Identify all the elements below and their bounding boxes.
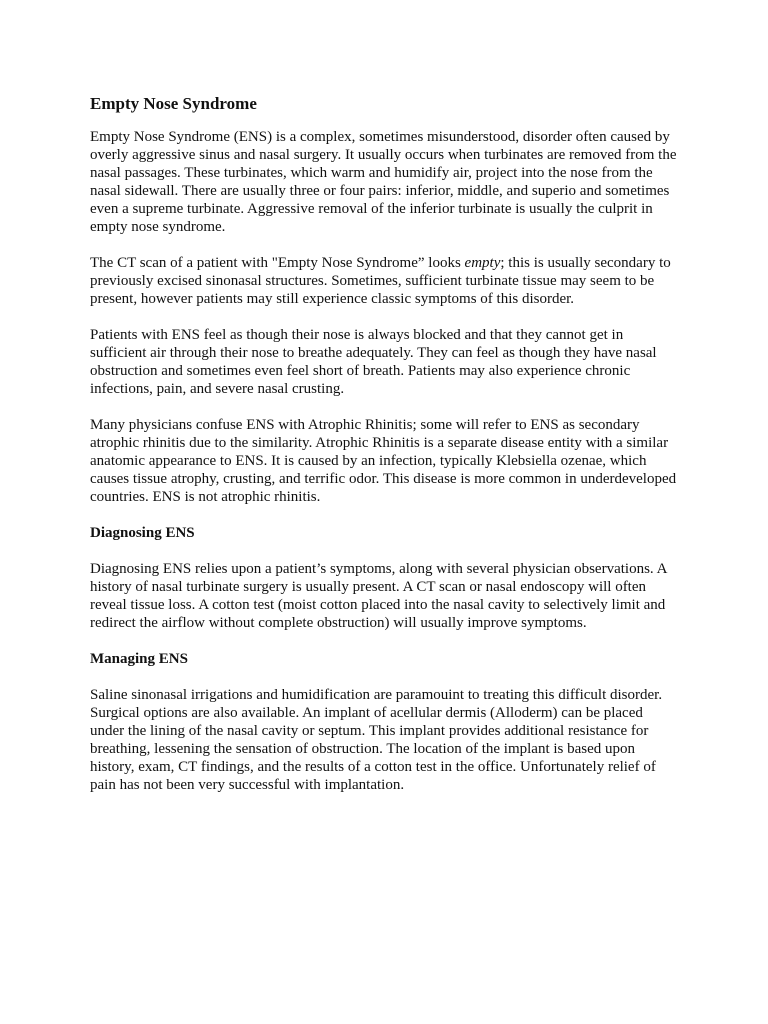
document-title: Empty Nose Syndrome xyxy=(90,94,257,113)
paragraph-intro: Empty Nose Syndrome (ENS) is a complex, sometimes misunderstood, disorder often caused by overly aggressive sinus and nasal surgery. It usually occurs when turbinates are removed from the nasal passages. These turbinates, which warm and humidify air, project into the nose from the nasal sidewall. There are usually three or four pairs: inferior, middle, and superio and sometimes even a supreme turbinate. Aggressive removal of the inferior turbinate is usually the culprit in empty nose syndrome. xyxy=(90,129,677,235)
ct-text-after: ; this is usually secondary to previously excised sinonasal structures. Sometimes, sufficient turbinate tissue may seem to be present, however patients may still experience classic symptoms of this disorder. xyxy=(90,255,671,307)
ct-text-emphasis: empty xyxy=(464,255,501,271)
paragraph-ct-scan xyxy=(90,254,680,308)
paragraph-managing: Saline sinonasal irrigations and humidification are paramouint to treating this difficult disorder. Surgical options are also available. An implant of acellular dermis (Alloderm) can be placed under the lining of the nasal cavity or septum. This implant provides additional resistance for breathing, lessening the sensation of obstruction. The location of the implant is based upon history, exam, CT findings, and the results of a cotton test in the office. Unfortunately relief of pain has not been very successful with implantation. xyxy=(90,687,663,793)
document-page xyxy=(90,94,680,812)
heading-diagnosing: Diagnosing ENS xyxy=(90,525,195,541)
paragraph-symptoms: Patients with ENS feel as though their nose is always blocked and that they cannot get in sufficient air through their nose to breathe adequately. They can feel as though they have nasal obstruction and sometimes even feel short of breath. Patients may also experience chronic infections, pain, and severe nasal crusting. xyxy=(90,327,657,397)
ct-text-before: The CT scan of a patient with "Empty Nose Syndrome” looks xyxy=(90,255,465,271)
paragraph-atrophic-rhinitis: Many physicians confuse ENS with Atrophic Rhinitis; some will refer to ENS as secondary atrophic rhinitis due to the similarity. Atrophic Rhinitis is a separate disease entity with a similar anatomic appearance to ENS. It is caused by an infection, typically Klebsiella ozenae, which causes tissue atrophy, crusting, and terrific odor. This disease is more common in underdeveloped countries. ENS is not atrophic rhinitis. xyxy=(90,417,677,505)
heading-managing: Managing ENS xyxy=(90,651,188,667)
paragraph-diagnosing: Diagnosing ENS relies upon a patient’s symptoms, along with several physician observations. A history of nasal turbinate surgery is usually present. A CT scan or nasal endoscopy will often reveal tissue loss. A cotton test (moist cotton placed into the nasal cavity to selectively limit and redirect the airflow without complete obstruction) will usually improve symptoms. xyxy=(90,561,667,631)
